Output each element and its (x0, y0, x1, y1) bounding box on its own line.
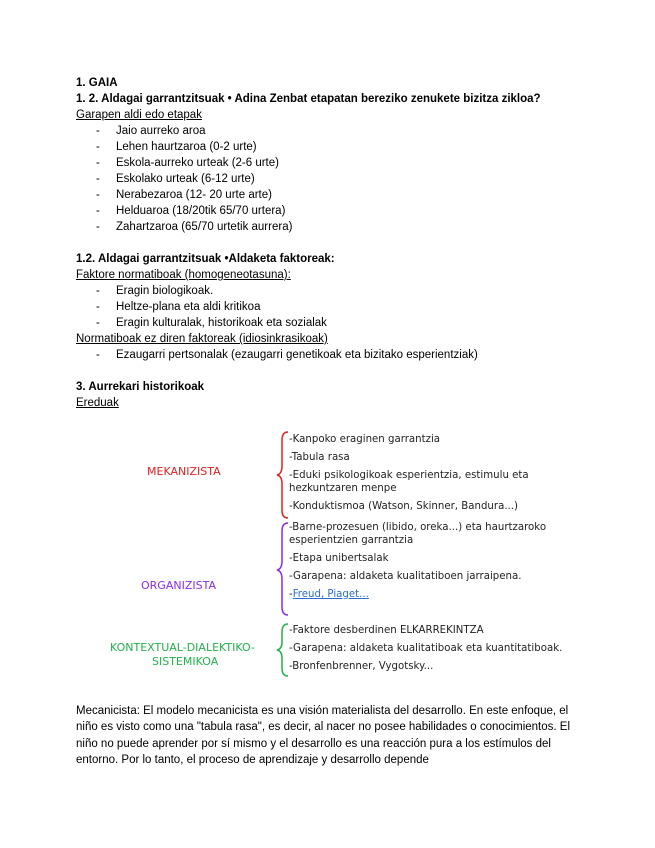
contextual-label-line1: KONTEXTUAL-DIALEKTIKO- (110, 641, 255, 654)
nonnormative-title: Normatiboak ez diren faktoreak (idiosinkrasikoak) (76, 333, 328, 345)
organist-item: -Barne-prozesuen (libido, oreka...) eta haurtzaroko (289, 522, 547, 533)
mechanist-label: MEKANIZISTA (147, 465, 221, 478)
organist-label: ORGANIZISTA (141, 579, 216, 592)
section-heading-history: 3. Aurrekari historikoak (76, 381, 205, 393)
mechanist-item: -Konduktismoa (Watson, Skinner, Bandura...) (289, 501, 519, 512)
contextual-brace (276, 622, 290, 678)
mechanist-item: hezkuntzaren menpe (289, 483, 397, 494)
organist-brace (276, 521, 290, 617)
contextual-item: -Faktore desberdinen ELKARREKINTZA (289, 625, 484, 636)
mechanist-brace (276, 430, 290, 520)
organist-item: -Etapa unibertsalak (289, 553, 389, 564)
normative-title: Faktore normatiboak (homogeneotasuna): (76, 269, 291, 281)
section-heading-change-factors: 1.2. Aldagai garrantzitsuak •Aldaketa faktoreak: (76, 253, 335, 265)
freud-piaget-link[interactable]: Freud, Piaget... (292, 589, 369, 600)
contextual-item: -Garapena: aldaketa kualitatiboak eta kuantitatiboak. (289, 643, 563, 654)
section-heading-1: 1. GAIA (76, 77, 118, 89)
organist-item: -Freud, Piaget... (289, 589, 369, 600)
models-title: Ereduak (76, 397, 119, 409)
mechanist-item: -Eduki psikologikoak esperientzia, estimulu eta (289, 470, 529, 481)
contextual-label-line2: SISTEMIKOA (152, 655, 219, 668)
contextual-item: -Bronfenbrenner, Vygotsky... (289, 661, 434, 672)
stages-title: Garapen aldi edo etapak (76, 109, 202, 121)
mechanist-paragraph: Mecanicista: El modelo mecanicista es una visión materialista del desarrollo. En este enfoque, el niño es visto como una "tabula rasa", es decir, al nacer no posee habilidades o conocimientos. El niño no puede aprender por sí mismo y el desarrollo es una reacción pura a los estímulos del entorno. Por lo tanto, el proceso de aprendizaje y desarrollo depende (76, 705, 571, 767)
organist-item: esperientzien garrantzia (289, 535, 414, 546)
mechanist-item: -Kanpoko eraginen garrantzia (289, 434, 441, 445)
organist-item: -Garapena: aldaketa kualitatiboen jarraipena. (289, 571, 522, 582)
section-heading-1-2: 1. 2. Aldagai garrantzitsuak • Adina Zenbat etapatan bereziko zenukete bizitza zikloa? (76, 93, 541, 105)
mechanist-item: -Tabula rasa (289, 452, 350, 463)
